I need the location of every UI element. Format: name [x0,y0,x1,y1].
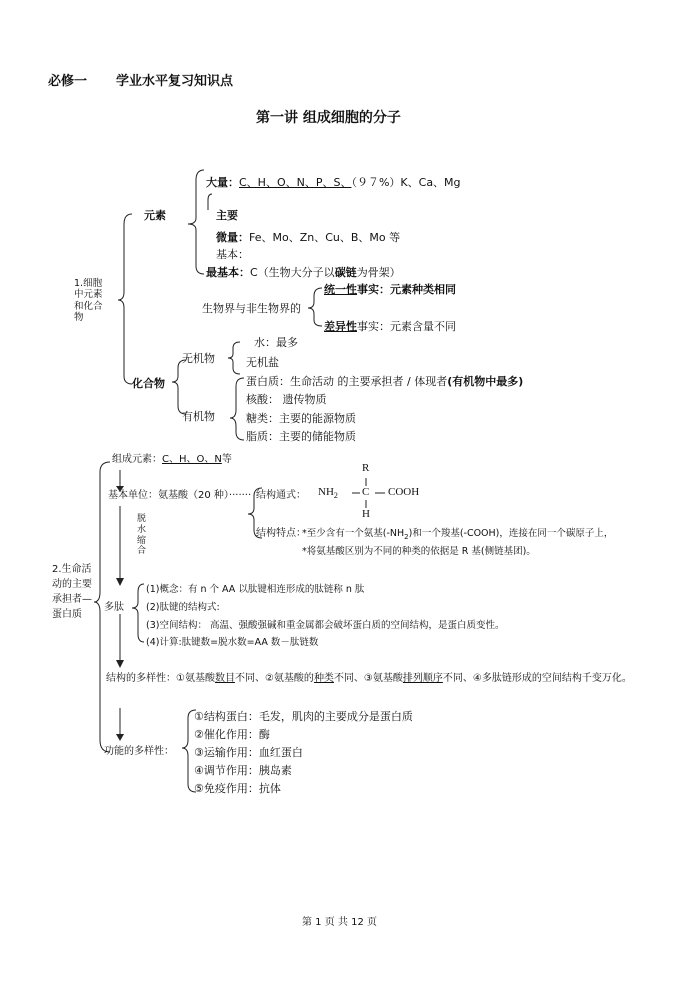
major-elements: 大量：C、H、O、N、P、S、（９７%）K、Ca、Mg [206,176,461,189]
nucleic-item: 核酸： 遗传物质 [246,393,327,406]
basic-label: 基本： [216,248,249,261]
formula-nh2: $NH_2$ [318,486,338,501]
inorganic-label: 无机物 [182,352,215,365]
function-item: ⑤免疫作用：抗体 [194,782,281,795]
function-label: 功能的多样性： [104,746,174,757]
trace-elements: 微量：Fe、Mo、Zn、Cu、B、Mo 等 [216,231,401,244]
formula-r: R [362,462,370,474]
feature-2: *将氨基酸区别为不同的种类的依据是 R 基(侧链基团)。 [302,546,536,557]
peptide-bond: (2)肽键的结构式: [146,602,220,613]
course-subtitle: 学业水平复习知识点 [116,74,234,89]
feature-1: *至少含有一个氨基$(-NH_2)$和一个羧基(-COOH)，连接在同一个碳原子上， [302,528,614,541]
structural-diversity: 结构的多样性：①氨基酸数目不同、②氨基酸的种类不同、③氨基酸排列顺序不同、④多肽链形成的空间结构千变万化。 [106,673,632,684]
formula-label: 结构通式： [256,490,306,501]
water-item: 水：最多 [254,336,298,349]
section2-label: 2.生命活动的主要承担者—蛋白质 [52,564,92,620]
brace-peptide [132,584,144,642]
brace-inorganic [228,342,240,374]
function-item: ②催化作用：酶 [194,728,270,741]
sugar-item: 糖类：主要的能源物质 [246,412,356,425]
peptide-calc: (4)计算:肽键数=脱水数=AA 数－肽链数 [146,637,319,648]
brace-unity [308,288,322,326]
elements-label: 元素 [144,209,166,222]
unity-fact: 统一性事实：元素种类相同 [324,283,456,296]
most-basic: 最基本：C（生物大分子以碳链为骨架） [206,266,401,279]
brace-organic [230,378,244,440]
basic-unit: 基本单位：氨基酸（20 种）······· [108,490,252,501]
composition-elements: 组成元素：C、H、O、N等 [112,454,232,465]
main-label: 主要 [216,209,238,222]
formula-h: H [362,508,370,520]
salt-item: 无机盐 [246,356,279,369]
brace-compounds [172,360,186,414]
relation-label: 生物界与非生物界的 [202,302,301,315]
function-item: ③运输作用：血红蛋白 [194,746,303,759]
formula-cooh: COOH [388,486,420,498]
course-label: 必修一 [48,74,88,89]
organic-label: 有机物 [182,410,215,423]
page-number: 第 1 页 共 12 页 [302,917,377,928]
peptide-label: 多肽 [104,602,124,613]
feature-label: 结构特点： [256,528,306,539]
formula-c: C [362,486,370,498]
section1-label: 1.细胞中元素和化合物 [74,278,103,324]
function-item: ①结构蛋白：毛发，肌肉的主要成分是蛋白质 [194,710,413,723]
peptide-spatial: (3)空间结构： 高温、强酸强碱和重金属都会破坏蛋白质的空间结构，是蛋白质变性。 [146,620,505,631]
compounds-label: 化合物 [132,377,165,390]
brace-section1 [118,214,132,384]
peptide-concept: (1)概念：有 n 个 AA 以肽键相连形成的肽链称 n 肽 [146,584,365,595]
protein-item: 蛋白质：生命活动 的主要承担者 / 体现者(有机物中最多) [246,375,524,388]
page-title: 第一讲 组成细胞的分子 [256,110,401,126]
difference-fact: 差异性事实：元素含量不同 [324,320,456,333]
brace-elements [188,170,204,274]
dehydration-label: 脱水缩合 [137,514,147,557]
lipid-item: 脂质：主要的储能物质 [246,430,356,443]
function-item: ④调节作用：胰岛素 [194,764,292,777]
